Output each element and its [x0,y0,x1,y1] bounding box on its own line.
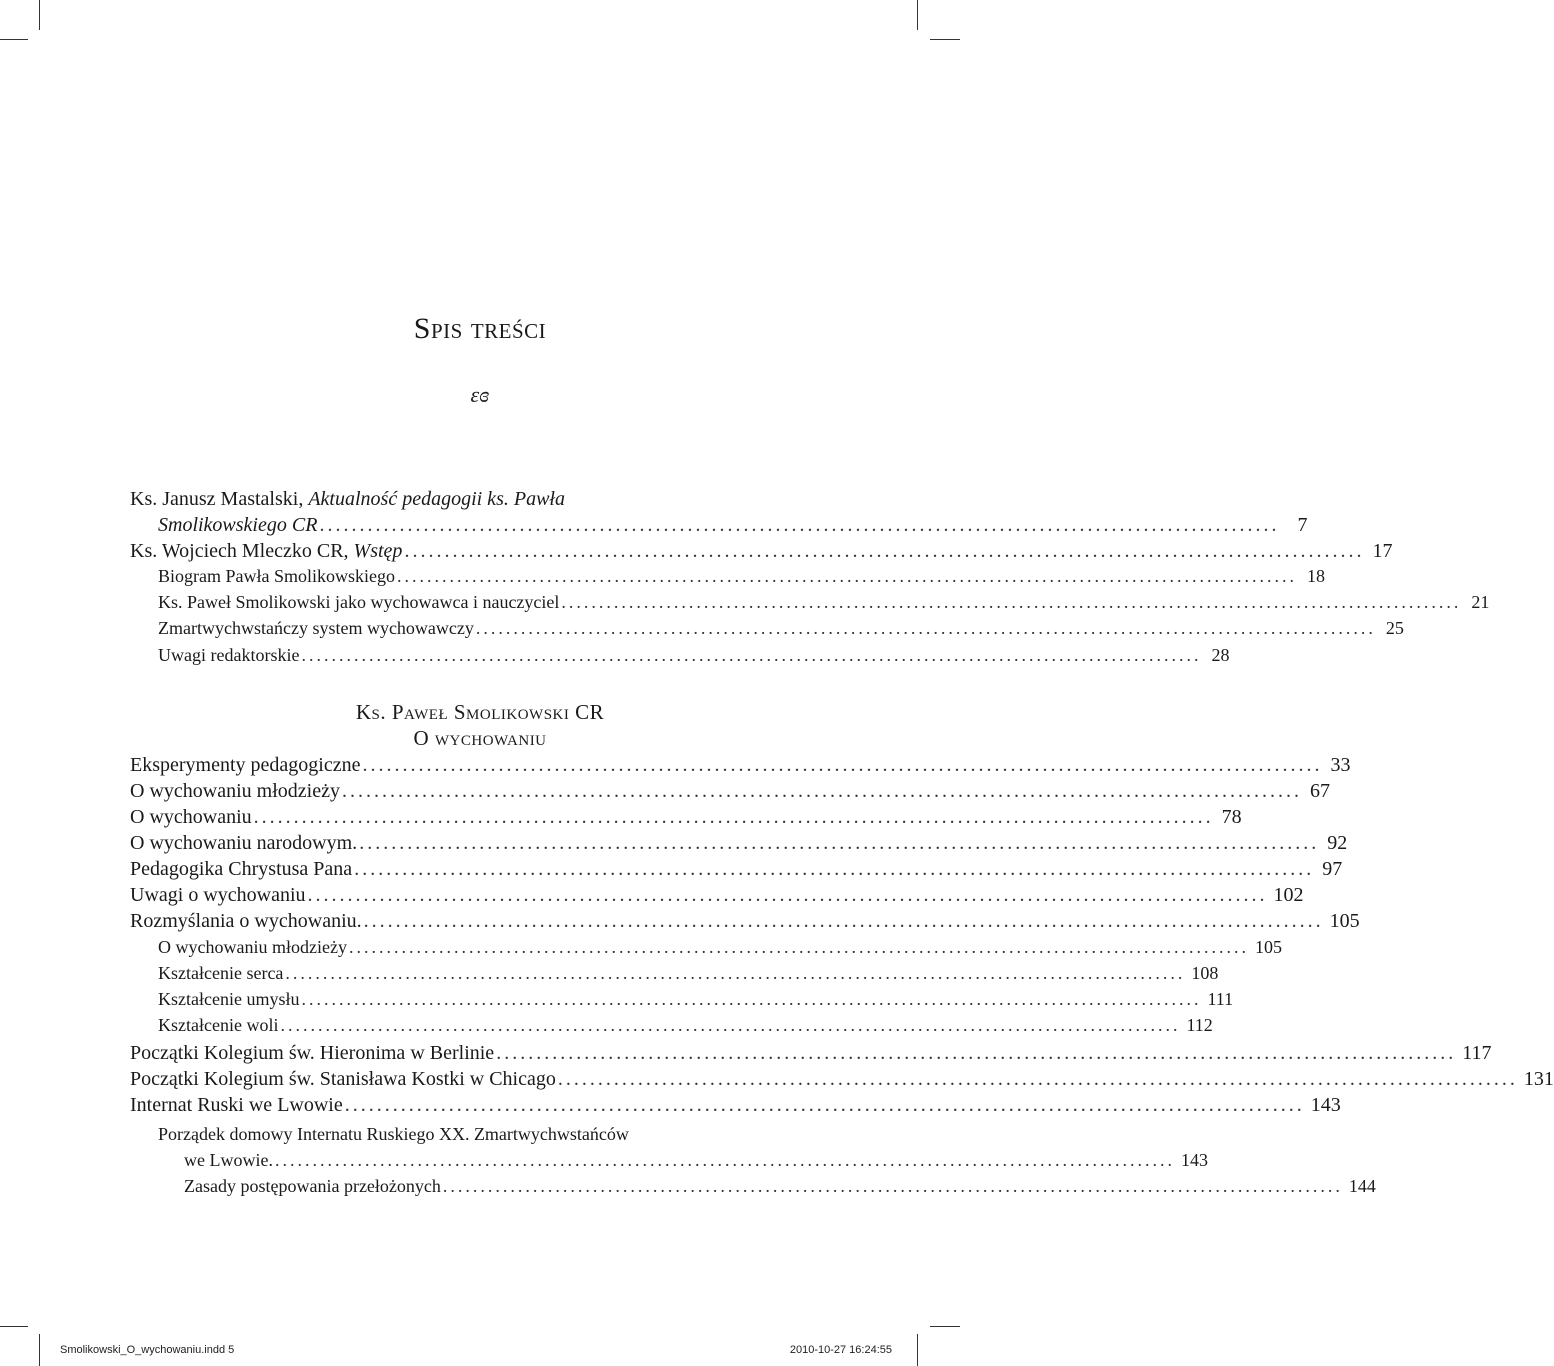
toc-entry[interactable] [130,754,1351,780]
toc-title: Początki Kolegium św. Stanisława Kostki w Chicago [130,1068,556,1090]
crop-mark [39,0,40,30]
toc-page: 17 [1372,540,1393,562]
leader-dots: ........................................................................................................................ [301,989,1202,1009]
toc-page: 33 [1330,754,1351,776]
leader-dots: ........................................................................................................................ [253,806,1214,828]
toc-page: 143 [1180,1150,1208,1170]
crop-mark [0,1326,28,1327]
toc-entry[interactable] [158,1015,1213,1041]
toc-author: Ks. Janusz Mastalski, [130,488,309,510]
print-slug [0,1334,960,1364]
file-name: Smolikowski_O_wychowaniu.indd 5 [60,1344,235,1356]
leader-dots: ........................................................................................................................ [307,884,1268,906]
leader-dots: ........................................................................................................................ [274,1150,1175,1170]
toc-entry[interactable] [158,989,1234,1015]
toc-title: Smolikowskiego CR [158,514,318,536]
leader-dots: ........................................................................................................................ [285,963,1186,983]
toc-page: 78 [1221,806,1242,828]
crop-mark [930,1326,960,1327]
leader-dots: ........................................................................................................................ [348,937,1249,957]
toc-entry[interactable] [184,1150,1208,1176]
toc-page: 111 [1207,989,1234,1009]
toc-title: Kształcenie woli [158,1015,279,1035]
leader-dots: ........................................................................................................................ [557,1068,1518,1090]
toc-title: O wychowaniu [130,806,252,828]
toc-title: Pedagogika Chrystusa Pana [130,858,353,880]
leader-dots: ........................................................................................................................ [319,514,1280,536]
leader-dots: ........................................................................................................................ [404,540,1365,562]
toc-entry-line: Porządek domowy Internatu Ruskiego XX. Zmartwychwstańców [158,1124,629,1144]
toc-title: O wychowaniu narodowym. [130,832,358,854]
leader-dots: ........................................................................................................................ [397,566,1297,586]
toc-entry[interactable] [158,592,1490,618]
toc-page: 117 [1462,1042,1492,1064]
toc-page: 25 [1385,618,1404,638]
toc-entry[interactable] [130,1042,1492,1068]
toc-page: 18 [1307,566,1325,586]
page-title: Spis treści [413,312,547,345]
crop-mark [0,39,28,40]
section-title: O wychowaniu [413,726,547,750]
toc-entry[interactable] [158,963,1219,989]
toc-entry-line [130,488,565,511]
toc-title: Zmartwychwstańczy system wychowawczy [158,618,474,638]
toc-page: 112 [1186,1015,1213,1035]
toc-page: 108 [1191,963,1219,983]
toc-entry[interactable] [130,1094,1341,1120]
toc-entry[interactable] [130,884,1304,910]
leader-dots: ........................................................................................................................ [354,858,1315,880]
ornament: ɛɞ [470,382,490,407]
toc-page: 105 [1254,937,1282,957]
toc-title: Początki Kolegium św. Hieronima w Berlinie [130,1042,495,1064]
toc-page: 144 [1348,1176,1376,1196]
toc-entry[interactable] [130,1068,1554,1094]
timestamp: 2010-10-27 16:24:55 [789,1344,892,1356]
toc-title: Kształcenie serca [158,963,284,983]
toc-entry[interactable] [158,937,1282,963]
toc-title: Ks. Paweł Smolikowski jako wychowawca i nauczyciel [158,592,560,612]
leader-dots: ........................................................................................................................ [496,1042,1457,1064]
toc-entry[interactable] [184,1176,1376,1202]
toc-title: O wychowaniu młodzieży [158,937,347,957]
leader-dots: ........................................................................................................................ [280,1015,1181,1035]
toc-page: 105 [1329,910,1360,932]
leader-dots: ........................................................................................................................ [344,1094,1305,1116]
leader-dots: ........................................................................................................................ [561,592,1462,612]
leader-dots: ........................................................................................................................ [301,645,1202,665]
toc-page: 7 [1297,514,1308,536]
toc-entry[interactable] [158,566,1325,592]
leader-dots: ........................................................................................................................ [362,754,1323,776]
toc-page: 67 [1309,780,1330,802]
toc-entry[interactable] [130,806,1242,832]
toc-entry[interactable] [130,540,1393,566]
crop-mark [917,0,918,30]
toc-page: 131 [1523,1068,1554,1090]
toc-entry[interactable] [158,645,1230,671]
toc-title: Kształcenie umysłu [158,989,300,1009]
toc-page: 143 [1310,1094,1341,1116]
crop-mark [930,39,960,40]
toc-page: 97 [1322,858,1343,880]
toc-title: Aktualność pedagogii ks. Pawła [308,488,565,510]
toc-title: Uwagi o wychowaniu [130,884,306,906]
toc-author: Ks. Wojciech Mleczko CR, [130,540,354,562]
toc-title: Wstęp [353,540,403,562]
toc-entry[interactable] [158,514,1308,540]
toc-entry[interactable] [158,618,1404,644]
toc-title: Zasady postępowania przełożonych [184,1176,441,1196]
leader-dots: ........................................................................................................................ [442,1176,1343,1196]
toc-title: Rozmyślania o wychowaniu. [130,910,362,932]
toc-title: Eksperymenty pedagogiczne [130,754,361,776]
leader-dots: ........................................................................................................................ [363,910,1324,932]
leader-dots: ........................................................................................................................ [359,832,1320,854]
toc-page: 28 [1211,645,1230,665]
toc-title: O wychowaniu młodzieży [130,780,340,802]
toc-title: Internat Ruski we Lwowie [130,1094,343,1116]
toc-title: Biogram Pawła Smolikowskiego [158,566,395,586]
toc-entry[interactable] [130,780,1330,806]
toc-page: 102 [1273,884,1304,906]
toc-entry[interactable] [130,910,1360,936]
toc-title: we Lwowie. [184,1150,273,1170]
toc-entry[interactable] [130,832,1348,858]
leader-dots: ........................................................................................................................ [341,780,1302,802]
toc-page: 92 [1327,832,1348,854]
leader-dots: ........................................................................................................................ [475,618,1376,638]
toc-page: 21 [1471,592,1490,612]
section-author: Ks. Paweł Smolikowski CR [355,700,605,724]
toc-title: Uwagi redaktorskie [158,645,300,665]
toc-entry[interactable] [130,858,1343,884]
